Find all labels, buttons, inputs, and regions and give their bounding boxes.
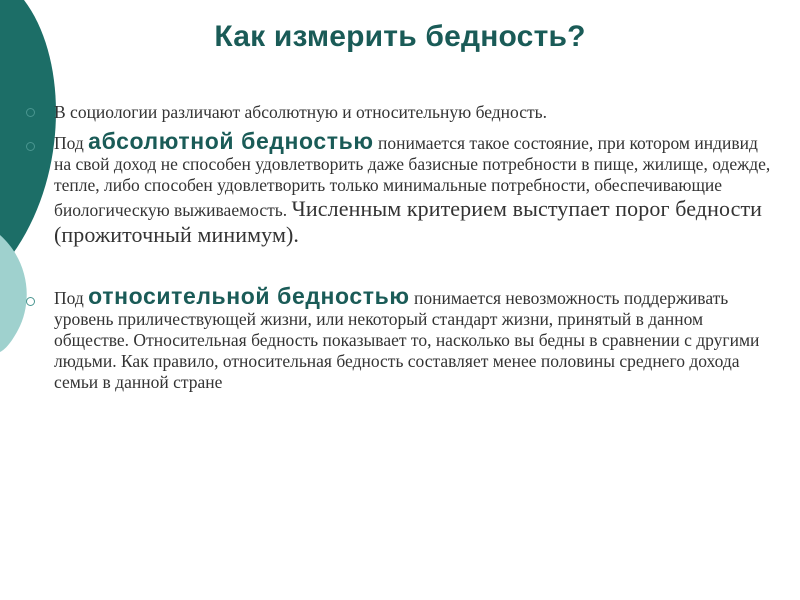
prefix-text: Под [54, 133, 89, 153]
bullet-circle-icon [26, 297, 35, 306]
relative-poverty-definition: понимается невозможность поддерживать уровень приличествующей жизни, или некоторый стандарт жизни, принятый в данном обществе. Относительная бедность показывает то, насколько вы бедны в сравнении с другими людьми. Как правило, относительная бедность составляет менее половины среднего дохода семьи в данной стране [54, 288, 760, 392]
bullet-circle-icon [26, 108, 35, 117]
term-relative-poverty: относительной бедностью [88, 283, 410, 309]
paragraph-absolute-poverty [24, 128, 776, 248]
numeric-criterion-text: Численным критерием выступает порог бедности (прожиточный минимум). [54, 196, 763, 247]
paragraph-intro [24, 102, 776, 123]
slide-title: Как измерить бедность? [214, 20, 586, 53]
term-absolute-poverty: абсолютной бедностью [88, 128, 374, 154]
bullet-circle-icon [26, 142, 35, 151]
intro-text: В социологии различают абсолютную и относительную бедность. [54, 102, 548, 122]
prefix-text: Под [54, 288, 89, 308]
paragraph-relative-poverty [24, 283, 776, 393]
absolute-poverty-definition: понимается такое состояние, при котором индивид на свой доход не способен удовлетворить даже базисные потребности в пище, жилище, одежде, тепле, либо способен удовлетворить только минимальные потребности, обеспечивающие биологическую выживаемость. [54, 133, 771, 220]
slide-content [24, 102, 776, 393]
